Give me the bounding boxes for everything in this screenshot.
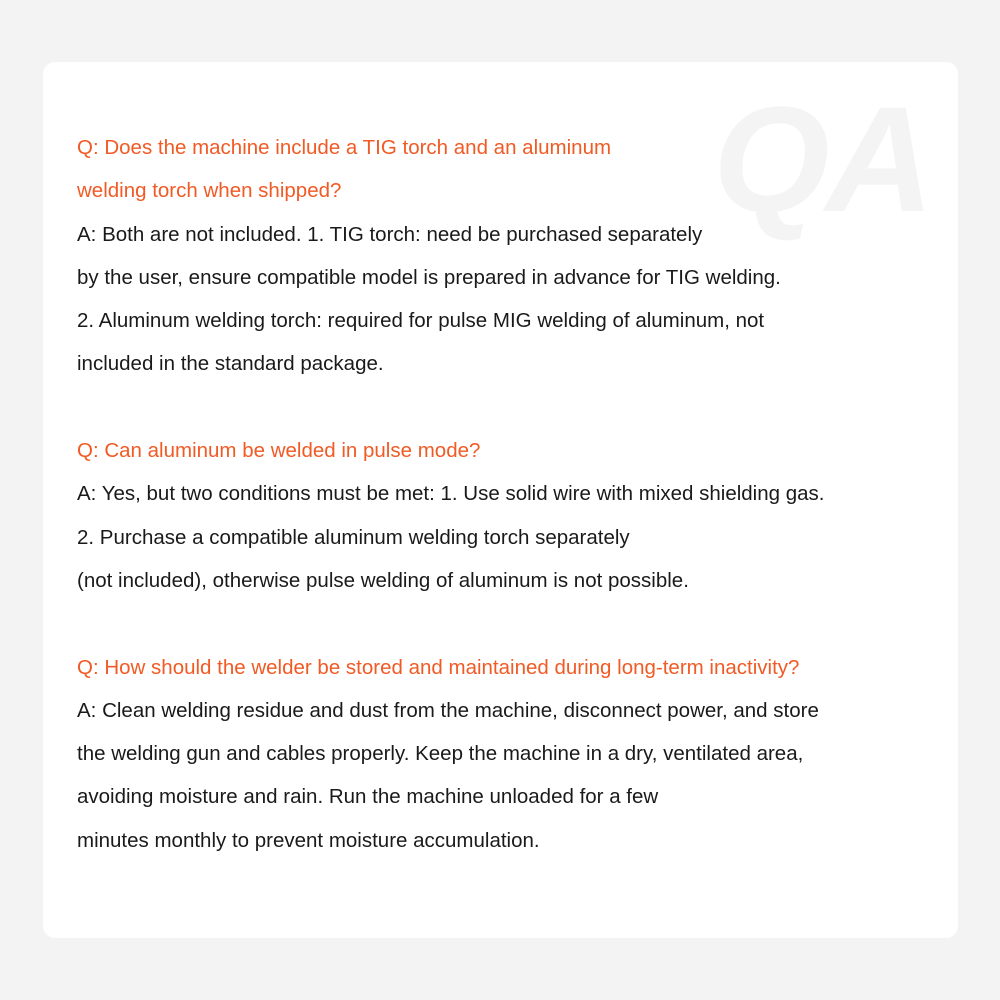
qa-list	[77, 126, 937, 905]
question	[77, 646, 937, 689]
qa-item	[77, 646, 937, 862]
question	[77, 126, 937, 213]
answer-line: A: Both are not included. 1. TIG torch: need be purchased separately	[77, 222, 703, 246]
answer-line: the welding gun and cables properly. Keep the machine in a dry, ventilated area,	[77, 742, 804, 766]
answer-line: included in the standard package.	[77, 352, 384, 376]
answer-line: 2. Aluminum welding torch: required for pulse MIG welding of aluminum, not	[77, 309, 765, 333]
question-line: Q: Does the machine include a TIG torch and an aluminum	[77, 136, 612, 159]
question-line: Q: How should the welder be stored and maintained during long-term inactivity?	[77, 655, 800, 679]
answer	[77, 689, 937, 862]
question-line: Q: Can aluminum be welded in pulse mode?	[77, 439, 481, 463]
answer-line: 2. Purchase a compatible aluminum welding torch separately	[77, 525, 630, 549]
answer	[77, 213, 937, 386]
answer-line: (not included), otherwise pulse welding of aluminum is not possible.	[77, 568, 689, 592]
qa-item	[77, 126, 937, 386]
answer-line: minutes monthly to prevent moisture accumulation.	[77, 828, 540, 852]
answer-line: A: Clean welding residue and dust from the machine, disconnect power, and store	[77, 698, 819, 722]
question-line: welding torch when shipped?	[77, 179, 342, 203]
answer-line: A: Yes, but two conditions must be met: 1. Use solid wire with mixed shielding gas.	[77, 482, 825, 506]
qa-watermark: QA	[713, 75, 930, 243]
answer-line: avoiding moisture and rain. Run the machine unloaded for a few	[77, 785, 659, 809]
answer	[77, 472, 937, 602]
qa-card	[43, 62, 958, 938]
question	[77, 429, 937, 472]
answer-line: by the user, ensure compatible model is prepared in advance for TIG welding.	[77, 265, 781, 289]
qa-item	[77, 429, 937, 602]
